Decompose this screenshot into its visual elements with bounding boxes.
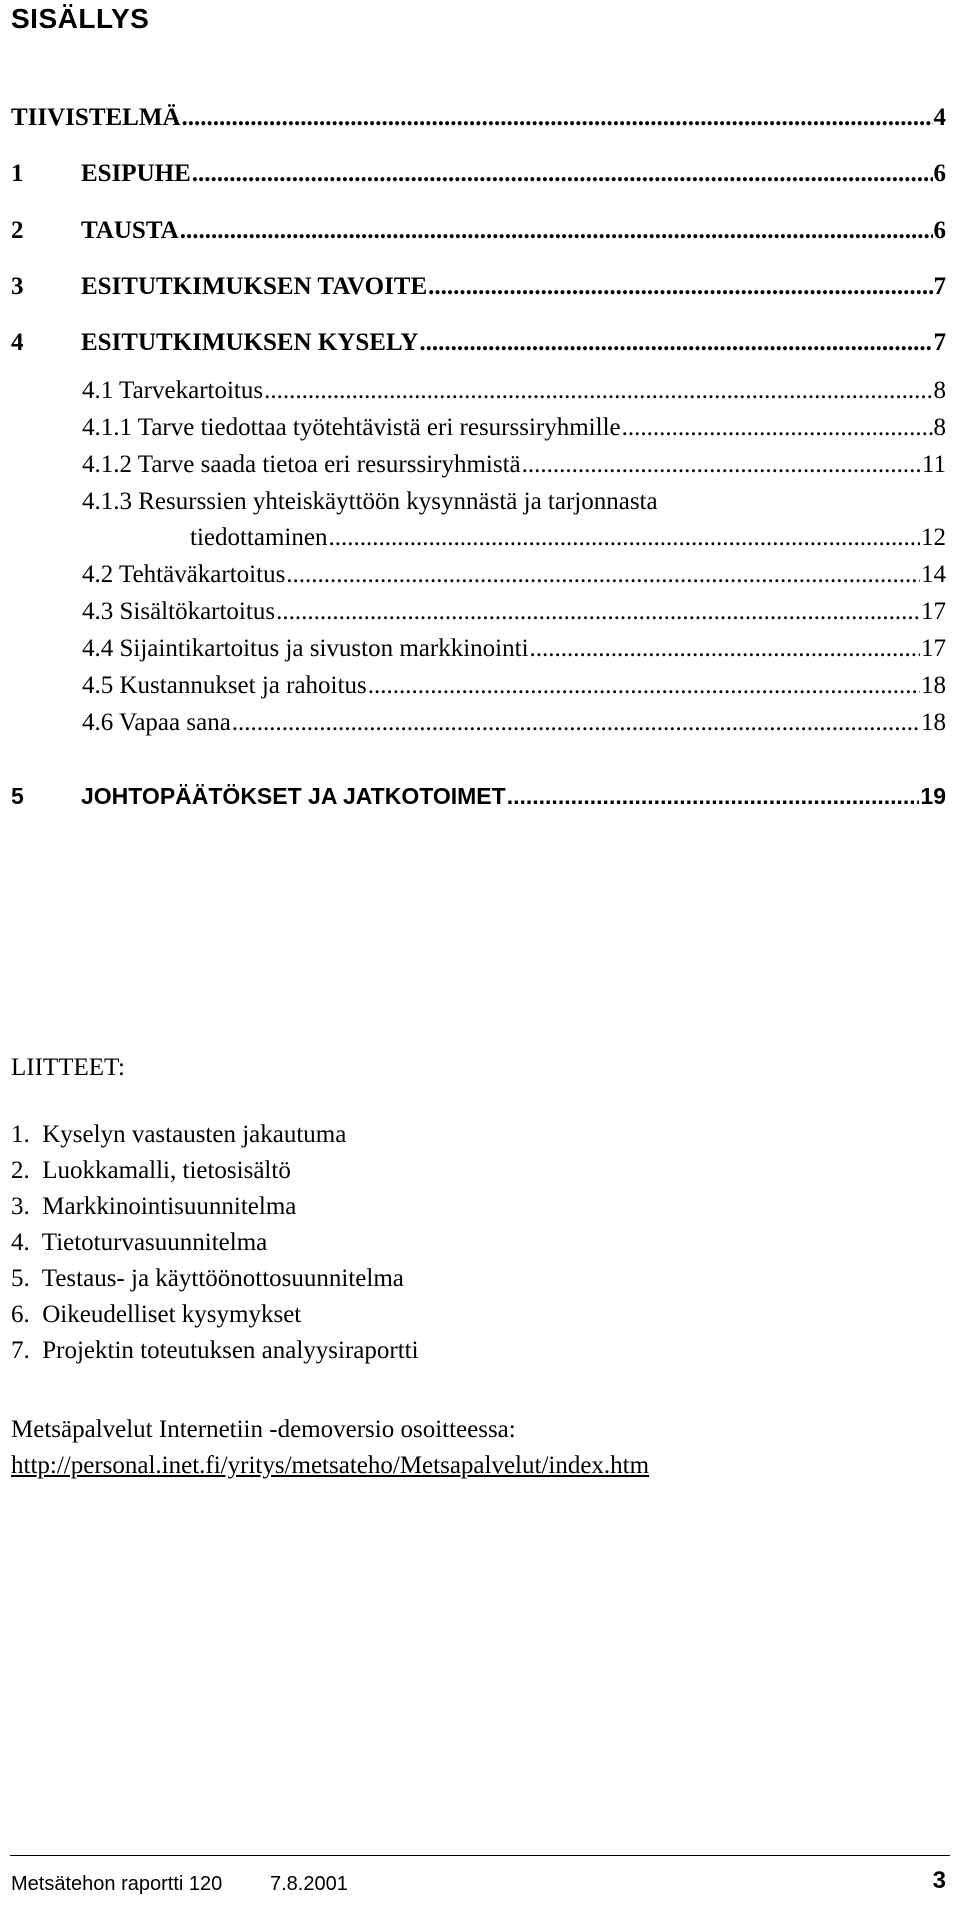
toc-page-number: 17 xyxy=(921,635,946,662)
toc-label: 4.1.1 Tarve tiedottaa työtehtävistä eri resurssiryhmille xyxy=(82,414,621,441)
toc-number: 2 xyxy=(11,217,24,244)
leader-dots xyxy=(180,216,933,246)
toc-entry-tiivistelma[interactable] xyxy=(11,103,946,133)
footer-report-name: Metsätehon raportti 120 xyxy=(11,1873,223,1895)
toc-entry-johtopaatokset[interactable] xyxy=(11,781,946,811)
toc-entry-4-6[interactable] xyxy=(82,708,946,738)
toc-page-number: 19 xyxy=(920,783,946,809)
toc-entry-esipuhe[interactable] xyxy=(11,159,946,189)
appendix-item: 6. Oikeudelliset kysymykset xyxy=(11,1301,302,1328)
toc-entry-esitutkimuksen-kysely[interactable] xyxy=(11,328,946,358)
leader-dots xyxy=(264,376,932,406)
toc-label: 4.2 Tehtäväkartoitus xyxy=(82,561,286,588)
leader-dots xyxy=(182,103,933,133)
toc-page-number: 7 xyxy=(933,329,946,356)
leader-dots xyxy=(276,597,920,627)
toc-page-number: 14 xyxy=(921,561,946,588)
toc-entry-4-1-3-line2[interactable] xyxy=(190,523,946,553)
leader-dots xyxy=(522,450,921,480)
toc-label: 4.6 Vapaa sana xyxy=(82,709,231,736)
page-title: SISÄLLYS xyxy=(11,3,150,34)
toc-label: 4.1 Tarvekartoitus xyxy=(82,377,264,404)
toc-page-number: 6 xyxy=(933,217,946,244)
appendix-item: 1. Kyselyn vastausten jakautuma xyxy=(11,1121,347,1148)
footer-date: 7.8.2001 xyxy=(270,1873,348,1895)
toc-page-number: 11 xyxy=(921,451,946,478)
appendices-heading: LIITTEET: xyxy=(11,1054,125,1081)
toc-page-number: 18 xyxy=(921,672,946,699)
toc-entry-4-2[interactable] xyxy=(82,560,946,590)
toc-label: tiedottaminen xyxy=(190,524,328,551)
leader-dots xyxy=(232,708,920,738)
toc-entry-tausta[interactable] xyxy=(11,216,946,246)
toc-entry-4-1-3-line1[interactable]: 4.1.3 Resurssien yhteiskäyttöön kysynnästä ja tarjonnasta xyxy=(82,488,658,515)
toc-label: 4.5 Kustannukset ja rahoitus xyxy=(82,672,367,699)
toc-label: 4.1.2 Tarve saada tietoa eri resurssiryhmistä xyxy=(82,451,521,478)
footer-divider xyxy=(10,1855,950,1856)
appendix-item: 7. Projektin toteutuksen analyysiraportti xyxy=(11,1337,419,1364)
toc-entry-4-1[interactable] xyxy=(82,376,946,406)
demo-text: Metsäpalvelut Internetiin -demoversio osoitteessa: xyxy=(11,1416,516,1443)
toc-entry-esitutkimuksen-tavoite[interactable] xyxy=(11,272,946,302)
toc-page-number: 4 xyxy=(933,104,946,131)
toc-label: 4.3 Sisältökartoitus xyxy=(82,598,276,625)
toc-label: 4.4 Sijaintikartoitus ja sivuston markkinointi xyxy=(82,635,529,662)
leader-dots xyxy=(507,781,920,811)
toc-page-number: 6 xyxy=(933,160,946,187)
toc-entry-4-3[interactable] xyxy=(82,597,946,627)
appendix-item: 3. Markkinointisuunnitelma xyxy=(11,1193,297,1220)
toc-label: ESITUTKIMUKSEN TAVOITE xyxy=(81,273,428,300)
toc-page-number: 12 xyxy=(921,524,946,551)
appendix-item: 5. Testaus- ja käyttöönottosuunnitelma xyxy=(11,1265,404,1292)
toc-label: ESIPUHE xyxy=(81,160,191,187)
toc-page-number: 17 xyxy=(921,598,946,625)
toc-label: ESITUTKIMUKSEN KYSELY xyxy=(81,329,419,356)
leader-dots xyxy=(419,328,932,358)
toc-label: JOHTOPÄÄTÖKSET JA JATKOTOIMET xyxy=(81,783,506,809)
toc-label: TAUSTA xyxy=(81,217,179,244)
toc-label: TIIVISTELMÄ xyxy=(11,104,181,131)
toc-page-number: 18 xyxy=(921,709,946,736)
appendix-item: 2. Luokkamalli, tietosisältö xyxy=(11,1157,291,1184)
toc-number: 4 xyxy=(11,329,24,356)
leader-dots xyxy=(428,272,932,302)
leader-dots xyxy=(622,413,933,443)
toc-number: 5 xyxy=(11,783,24,809)
toc-entry-4-1-2[interactable] xyxy=(82,450,946,480)
toc-page-number: 8 xyxy=(933,377,946,404)
leader-dots xyxy=(192,159,933,189)
appendix-item: 4. Tietoturvasuunnitelma xyxy=(11,1229,268,1256)
leader-dots xyxy=(368,671,920,701)
toc-entry-4-5[interactable] xyxy=(82,671,946,701)
toc-entry-4-1-1[interactable] xyxy=(82,413,946,443)
demo-url-link[interactable]: http://personal.inet.fi/yritys/metsateho/Metsapalvelut/index.htm xyxy=(11,1452,650,1479)
leader-dots xyxy=(530,634,920,664)
toc-number: 1 xyxy=(11,160,24,187)
leader-dots xyxy=(328,523,920,553)
leader-dots xyxy=(286,560,920,590)
footer-page-number: 3 xyxy=(932,1867,946,1894)
toc-page-number: 8 xyxy=(933,414,946,441)
toc-page-number: 7 xyxy=(933,273,946,300)
toc-entry-4-4[interactable] xyxy=(82,634,946,664)
toc-number: 3 xyxy=(11,273,24,300)
